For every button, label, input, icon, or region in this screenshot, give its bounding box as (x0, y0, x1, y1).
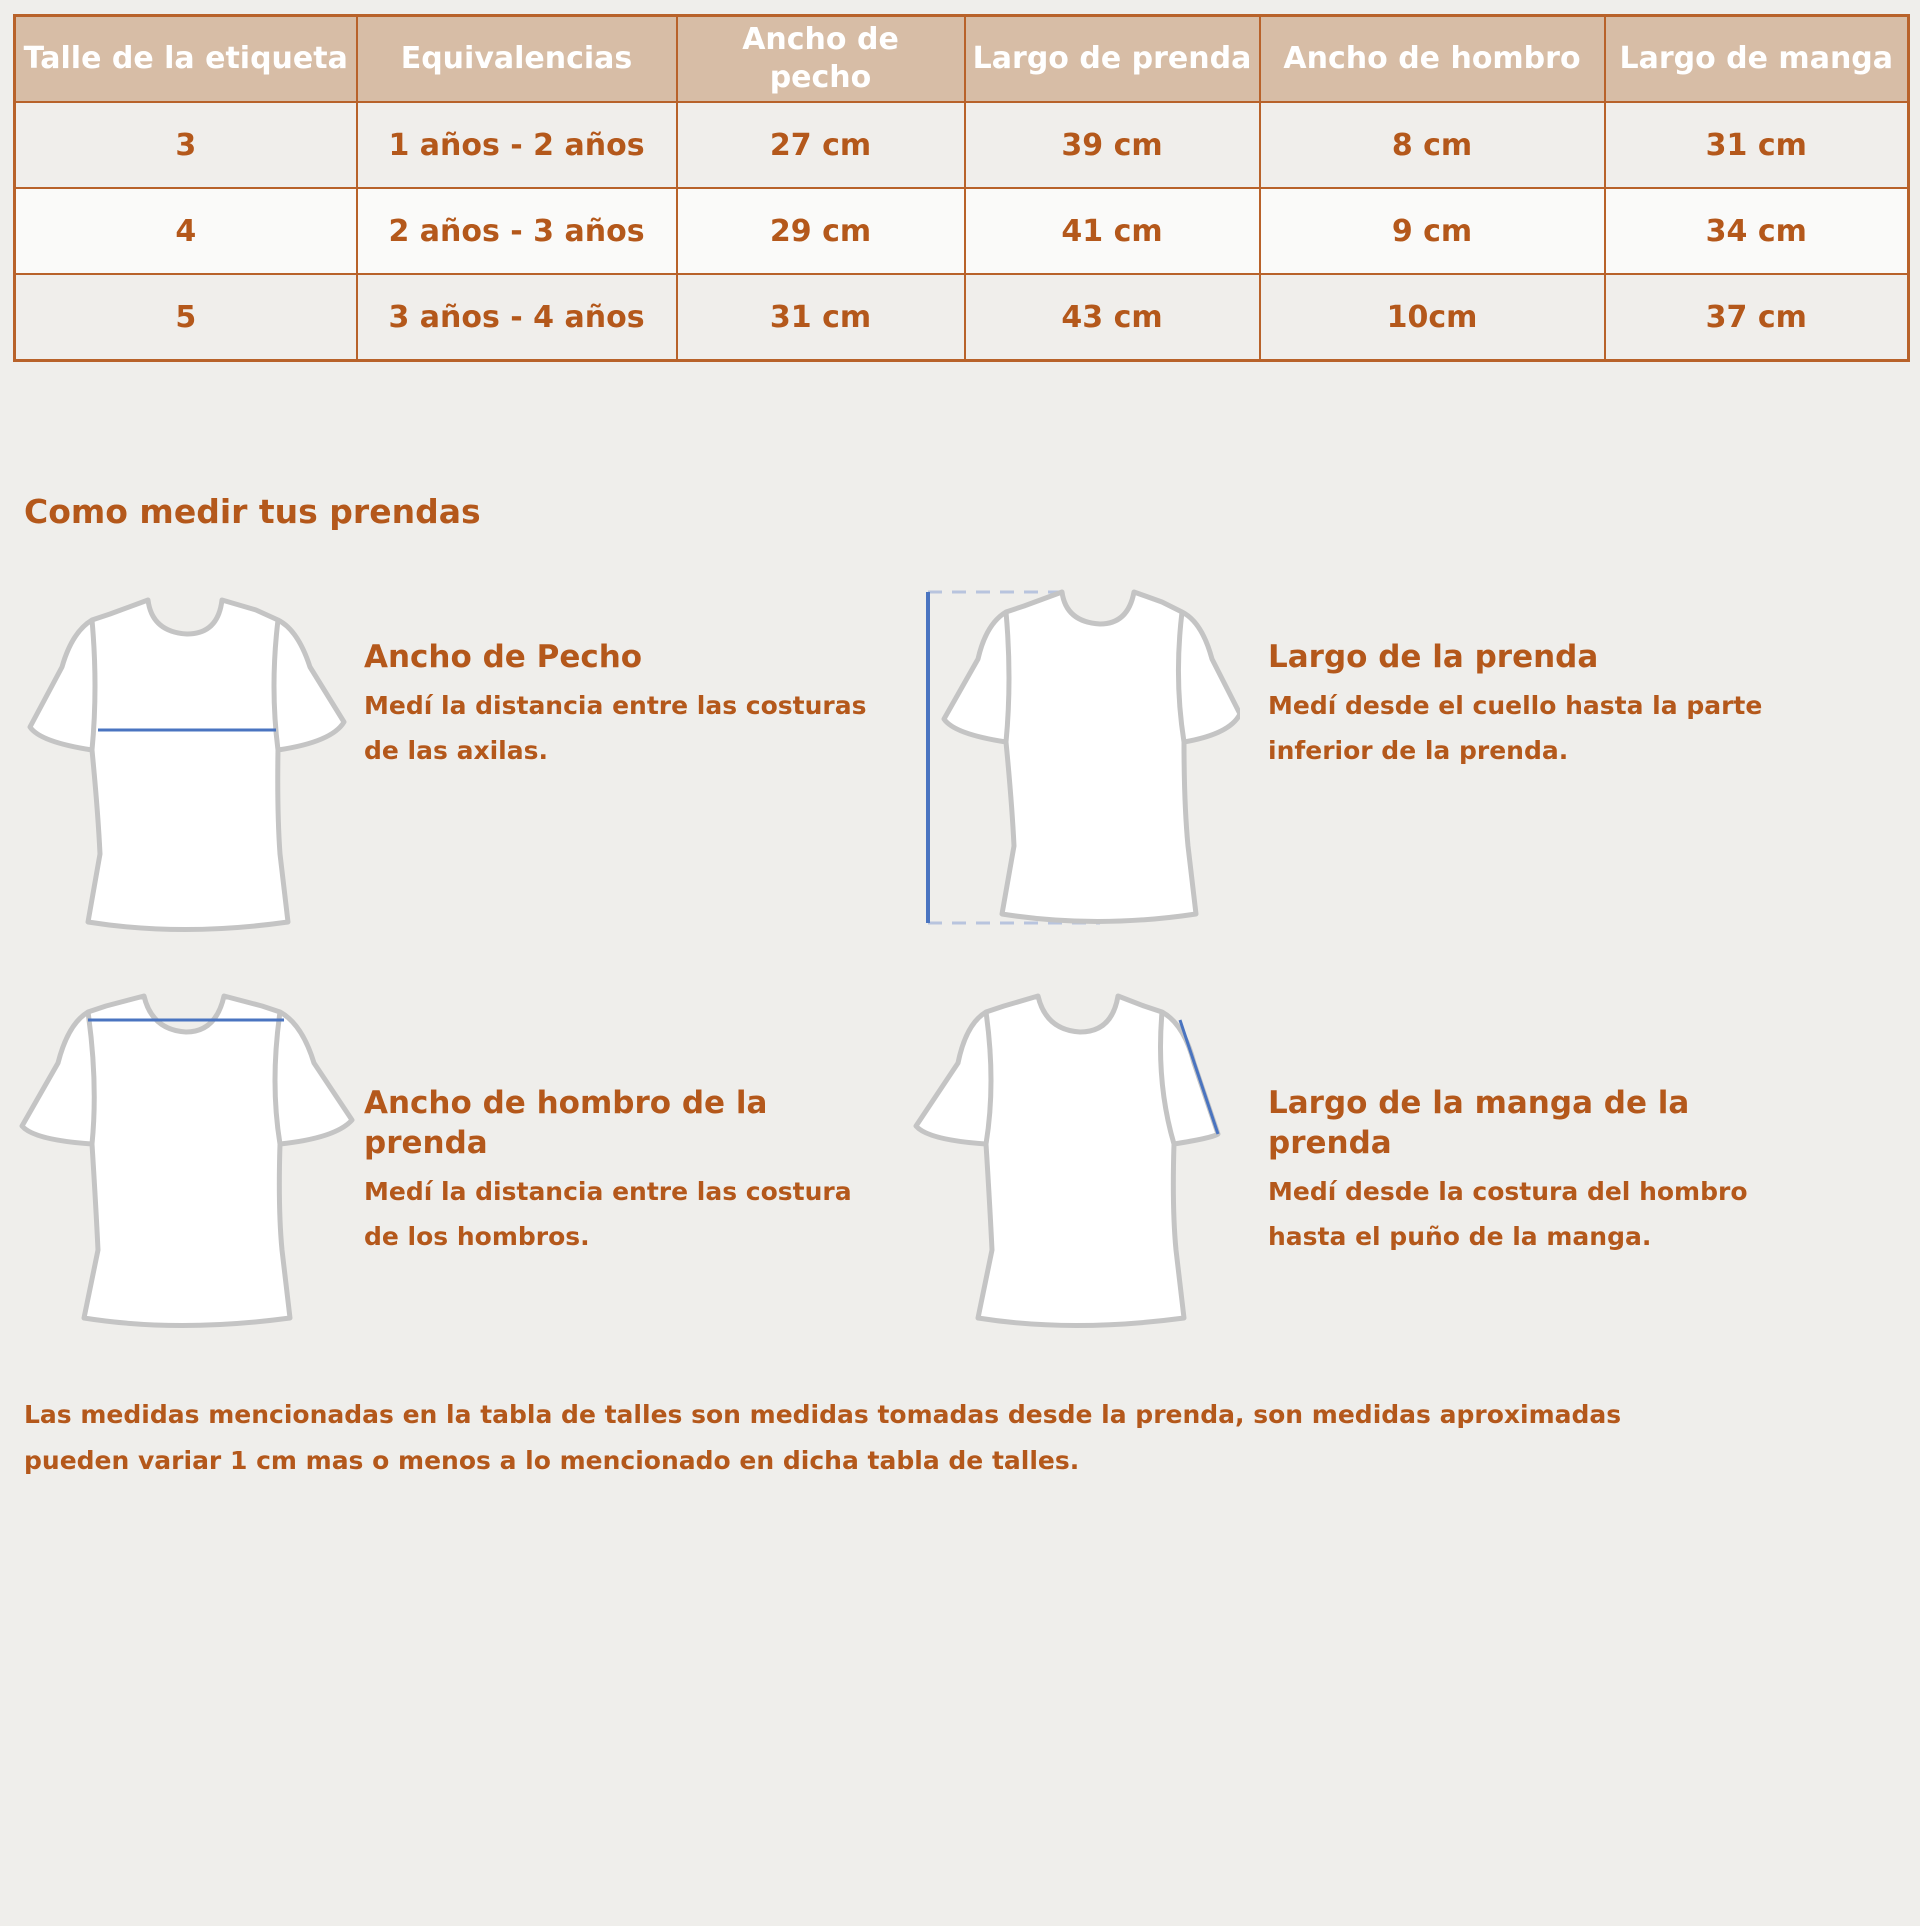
header-ancho-hombro: Ancho de hombro (1260, 16, 1605, 103)
cell-equivalencia: 1 años - 2 años (357, 102, 677, 188)
guide-title: Ancho de hombro de la prenda (364, 1085, 768, 1161)
cell-ancho-hombro: 10cm (1260, 274, 1605, 361)
cell-largo-prenda: 41 cm (965, 188, 1260, 274)
tshirt-sleeve-length-icon (912, 988, 1232, 1336)
guide-garment-length (1268, 637, 1788, 773)
cell-ancho-pecho: 29 cm (677, 188, 965, 274)
footnote: Las medidas mencionadas en la tabla de talles son medidas tomadas desde la prenda, son medidas aproximadas pueden variar 1 cm mas o menos a lo mencionado en dicha tabla de talles. (24, 1400, 1622, 1475)
table-row (15, 274, 1909, 361)
table-row (15, 102, 1909, 188)
section-title: Como medir tus prendas (24, 492, 481, 531)
header-ancho-pecho: Ancho de pecho (677, 16, 965, 103)
cell-talle: 5 (15, 274, 357, 361)
guide-description: Medí la distancia entre las costuras de las axilas. (364, 691, 867, 765)
header-equivalencias: Equivalencias (357, 16, 677, 103)
guide-description: Medí desde la costura del hombro hasta el puño de la manga. (1268, 1177, 1748, 1251)
cell-equivalencia: 2 años - 3 años (357, 188, 677, 274)
guide-sleeve-length (1268, 1083, 1788, 1259)
guide-shoulder-width (364, 1083, 884, 1259)
cell-talle: 4 (15, 188, 357, 274)
table-header-row (15, 16, 1909, 103)
cell-largo-manga: 31 cm (1605, 102, 1909, 188)
guide-title: Ancho de Pecho (364, 639, 643, 675)
cell-ancho-pecho: 27 cm (677, 102, 965, 188)
cell-equivalencia: 3 años - 4 años (357, 274, 677, 361)
header-largo-prenda: Largo de prenda (965, 16, 1260, 103)
guide-title: Largo de la manga de la prenda (1268, 1085, 1690, 1161)
cell-largo-prenda: 43 cm (965, 274, 1260, 361)
tshirt-chest-width-icon (22, 592, 352, 940)
header-talle: Talle de la etiqueta (15, 16, 357, 103)
table-row (15, 188, 1909, 274)
guide-description: Medí desde el cuello hasta la parte inferior de la prenda. (1268, 691, 1763, 765)
guide-chest-width (364, 637, 884, 773)
guide-title: Largo de la prenda (1268, 639, 1599, 675)
cell-ancho-hombro: 8 cm (1260, 102, 1605, 188)
size-chart-table (13, 14, 1910, 362)
guide-description: Medí la distancia entre las costura de los hombros. (364, 1177, 852, 1251)
cell-ancho-pecho: 31 cm (677, 274, 965, 361)
tshirt-length-icon (920, 584, 1240, 928)
cell-largo-prenda: 39 cm (965, 102, 1260, 188)
cell-largo-manga: 34 cm (1605, 188, 1909, 274)
cell-talle: 3 (15, 102, 357, 188)
cell-ancho-hombro: 9 cm (1260, 188, 1605, 274)
tshirt-shoulder-width-icon (18, 988, 358, 1336)
header-largo-manga: Largo de manga (1605, 16, 1909, 103)
cell-largo-manga: 37 cm (1605, 274, 1909, 361)
